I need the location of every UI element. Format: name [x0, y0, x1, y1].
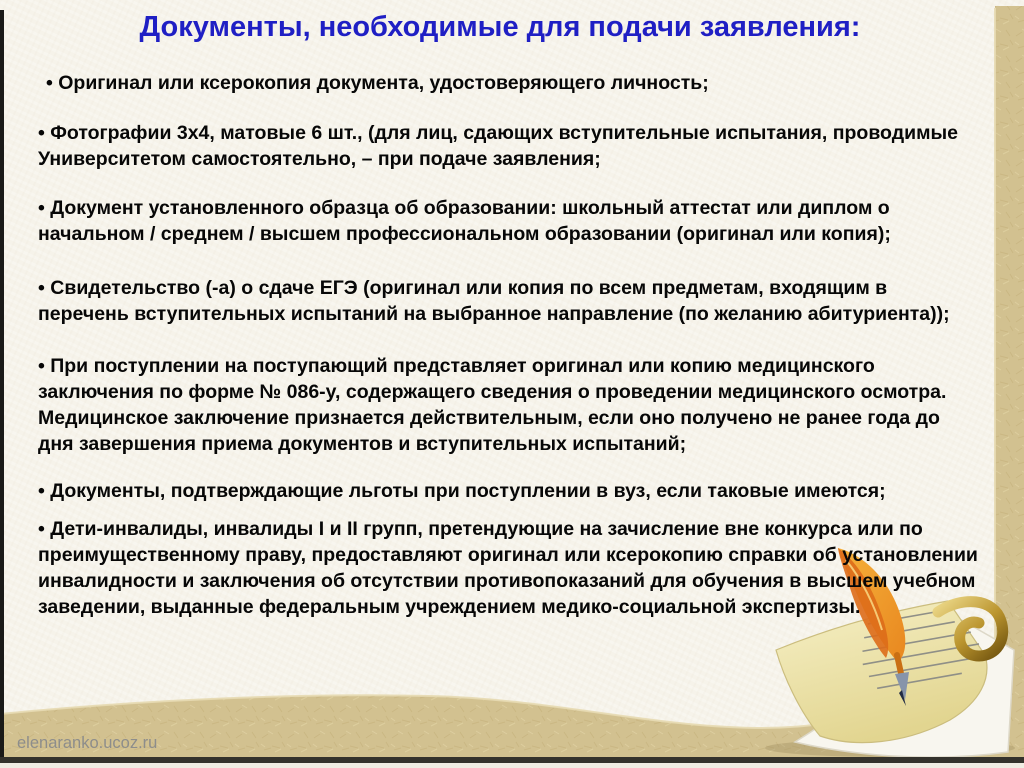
bullet-ege-certificate: • Свидетельство (-а) о сдаче ЕГЭ (оригинал или копия по всем предметам, входящим в перечень вступительных испытаний на выбранное направление (по желанию абитуриента));	[38, 277, 950, 325]
bullet-education-document: • Документ установленного образца об образовании: школьный аттестат или диплом о начальном / среднем / высшем профессиональном образовании (оригинал или копия);	[38, 197, 891, 245]
bullet-medical-certificate: • При поступлении на поступающий представляет оригинал или копию медицинского заключения по форме № 086-у, содержащего сведения о проведении медицинского осмотра. Медицинское заключение признается действительным, если оно получено не ранее года до дня завершения приема документов и вступительных испытаний;	[38, 355, 947, 455]
watermark-url: elenaranko.ucoz.ru	[17, 734, 158, 752]
left-border	[0, 10, 4, 757]
bottom-dark-line	[0, 757, 1024, 763]
slide-title: Документы, необходимые для подачи заявления:	[139, 11, 861, 43]
bullet-list	[38, 70, 978, 620]
bottom-light-edge	[0, 763, 1024, 768]
bullet-identity-document: • Оригинал или ксерокопия документа, удостоверяющего личность;	[46, 72, 709, 94]
bullet-disability-documents: • Дети-инвалиды, инвалиды I и II групп, претендующие на зачисление вне конкурса или по преимущественному праву, предоставляют оригинал или ксерокопию справки об установлении инвалидности и заключения об отсутствии противопоказаний для обучения в высшем учебном заведении, выданные федеральным учреждением медико-социальной экспертизы.	[38, 518, 978, 618]
bullet-photos: • Фотографии 3х4, матовые 6 шт., (для лиц, сдающих вступительные испытания, проводимые Университетом самостоятельно, – при подаче заявления;	[38, 122, 958, 170]
bullet-benefit-documents: • Документы, подтверждающие льготы при поступлении в вуз, если таковые имеются;	[38, 480, 886, 502]
